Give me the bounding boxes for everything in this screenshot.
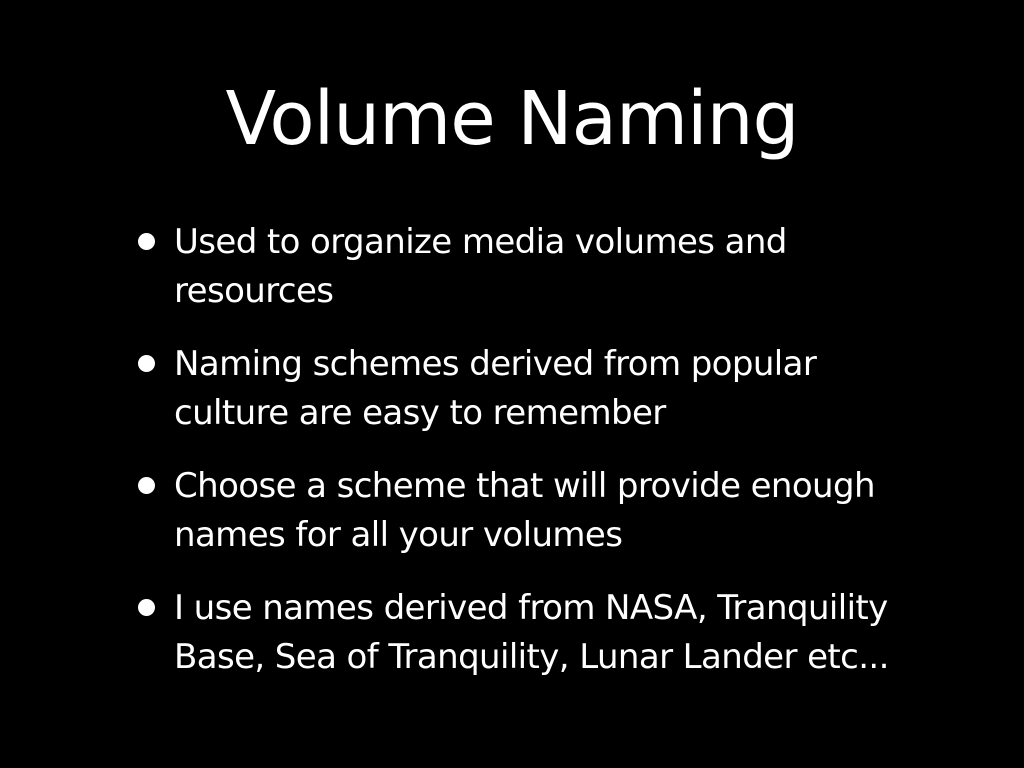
bullet-text: I use names derived from NASA, Tranquility Base, Sea of Tranquility, Lunar Lander etc... xyxy=(174,588,889,677)
bullet-dot-icon xyxy=(138,355,155,372)
bullet-text: Choose a scheme that will provide enough names for all your volumes xyxy=(174,466,875,555)
bullet-item xyxy=(132,584,932,682)
bullet-item xyxy=(132,340,932,438)
bullet-item xyxy=(132,462,932,560)
bullet-dot-icon xyxy=(138,477,155,494)
bullet-list xyxy=(132,218,932,706)
bullet-text: Used to organize media volumes and resources xyxy=(174,222,787,311)
bullet-item xyxy=(132,218,932,316)
slide-title: Volume Naming xyxy=(225,76,799,162)
bullet-text: Naming schemes derived from popular culture are easy to remember xyxy=(174,344,817,433)
bullet-dot-icon xyxy=(138,599,155,616)
bullet-dot-icon xyxy=(138,233,155,250)
